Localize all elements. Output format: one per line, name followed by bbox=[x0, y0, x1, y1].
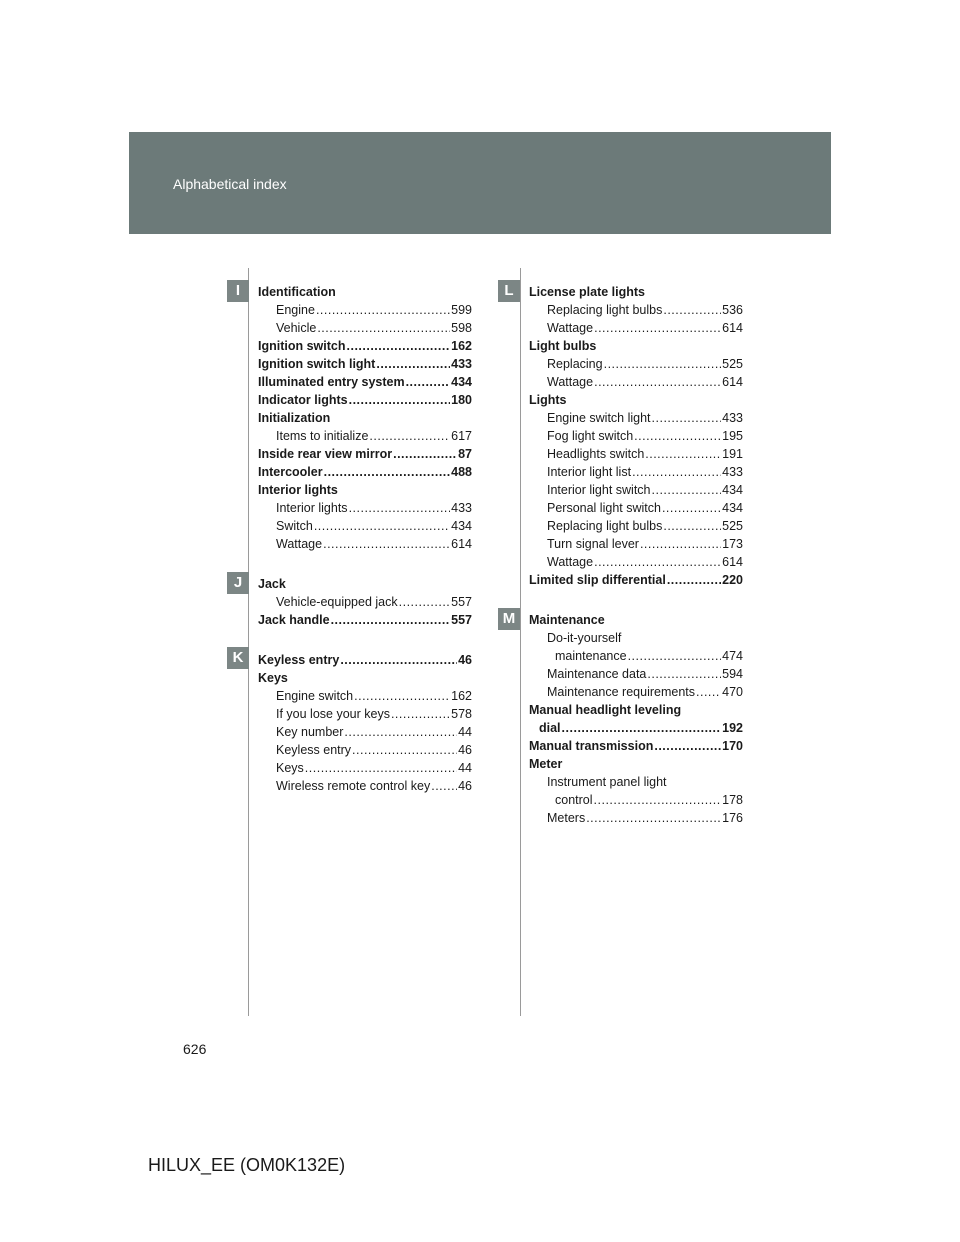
left-column-rule bbox=[248, 268, 249, 1016]
index-entry bbox=[258, 611, 472, 629]
dot-leader bbox=[647, 665, 721, 683]
index-entry-label: Vehicle bbox=[276, 321, 317, 335]
dot-leader bbox=[376, 355, 450, 373]
index-entry-page: 44 bbox=[458, 725, 472, 739]
index-entry bbox=[529, 319, 743, 337]
letter-badge-j: J bbox=[227, 572, 249, 594]
index-entry-page: 433 bbox=[451, 357, 472, 371]
index-entry-label: Switch bbox=[276, 519, 313, 533]
index-entry-page: 617 bbox=[451, 429, 472, 443]
dot-leader bbox=[645, 445, 721, 463]
dot-leader bbox=[652, 481, 722, 499]
dot-leader bbox=[634, 427, 721, 445]
dot-leader bbox=[347, 337, 451, 355]
index-entry-page: 178 bbox=[722, 793, 743, 807]
index-entry-label: Ignition switch bbox=[258, 339, 346, 353]
letter-badge-i: I bbox=[227, 280, 249, 302]
dot-leader bbox=[654, 737, 721, 755]
index-entry-page: 614 bbox=[722, 321, 743, 335]
index-section-l bbox=[529, 283, 743, 589]
index-entry-page: 614 bbox=[722, 555, 743, 569]
index-section-m bbox=[529, 611, 743, 827]
dot-leader bbox=[340, 651, 457, 669]
index-entry-page: 162 bbox=[451, 339, 472, 353]
index-entry-label: Wattage bbox=[547, 375, 594, 389]
index-entry-label: Jack handle bbox=[258, 613, 330, 627]
index-entry-label: Do-it-yourself bbox=[547, 631, 622, 645]
dot-leader bbox=[594, 319, 721, 337]
dot-leader bbox=[663, 301, 721, 319]
dot-leader bbox=[316, 301, 450, 319]
index-entry-page: 614 bbox=[451, 537, 472, 551]
dot-leader bbox=[431, 777, 457, 795]
index-entry bbox=[529, 773, 743, 791]
index-entry bbox=[258, 301, 472, 319]
index-entry-label: Keys bbox=[258, 671, 288, 685]
index-entry bbox=[258, 319, 472, 337]
index-entry-page: 557 bbox=[451, 595, 472, 609]
index-entry bbox=[258, 669, 472, 687]
dot-leader bbox=[349, 499, 451, 517]
index-entry bbox=[258, 741, 472, 759]
index-entry bbox=[529, 629, 743, 647]
index-entry bbox=[258, 687, 472, 705]
index-entry bbox=[258, 463, 472, 481]
letter-badge-k: K bbox=[227, 647, 249, 669]
index-entry bbox=[529, 665, 743, 683]
page-number: 626 bbox=[183, 1041, 207, 1057]
index-entry-label: Interior lights bbox=[258, 483, 338, 497]
index-entry bbox=[529, 683, 743, 701]
index-entry bbox=[258, 705, 472, 723]
dot-leader bbox=[349, 391, 451, 409]
index-entry-page: 598 bbox=[451, 321, 472, 335]
dot-leader bbox=[663, 517, 721, 535]
index-entry bbox=[258, 575, 472, 593]
index-entry bbox=[529, 571, 743, 589]
index-entry bbox=[529, 445, 743, 463]
dot-leader bbox=[594, 373, 721, 391]
index-entry-label: Maintenance requirements bbox=[547, 685, 695, 699]
index-entry-page: 46 bbox=[458, 779, 472, 793]
index-entry-label: Wattage bbox=[276, 537, 323, 551]
dot-leader bbox=[628, 647, 722, 665]
index-entry-label: Manual headlight leveling bbox=[529, 703, 682, 717]
index-entry-label: Meter bbox=[529, 757, 563, 771]
index-entry-label: Vehicle-equipped jack bbox=[276, 595, 398, 609]
index-entry bbox=[258, 499, 472, 517]
index-entry-page: 195 bbox=[722, 429, 743, 443]
index-entry-label: Illuminated entry system bbox=[258, 375, 405, 389]
index-entry-page: 578 bbox=[451, 707, 472, 721]
index-entry bbox=[258, 409, 472, 427]
index-entry-page: 525 bbox=[722, 519, 743, 533]
index-entry-page: 191 bbox=[722, 447, 743, 461]
index-entry bbox=[529, 481, 743, 499]
index-entry bbox=[529, 427, 743, 445]
index-entry bbox=[529, 517, 743, 535]
index-entry bbox=[529, 535, 743, 553]
index-entry bbox=[529, 553, 743, 571]
index-entry bbox=[529, 373, 743, 391]
header-title: Alphabetical index bbox=[173, 176, 287, 192]
index-entry-label: Limited slip differential bbox=[529, 573, 666, 587]
index-entry bbox=[529, 499, 743, 517]
index-section-j bbox=[258, 575, 472, 629]
dot-leader bbox=[640, 535, 721, 553]
index-entry-label: Replacing light bulbs bbox=[547, 519, 663, 533]
index-entry-page: 87 bbox=[458, 447, 472, 461]
index-entry bbox=[529, 647, 743, 665]
index-entry-page: 170 bbox=[722, 739, 743, 753]
index-entry-label: Indicator lights bbox=[258, 393, 348, 407]
dot-leader bbox=[696, 683, 721, 701]
index-entry-page: 433 bbox=[722, 411, 743, 425]
index-entry-label: If you lose your keys bbox=[276, 707, 390, 721]
index-entry-page: 488 bbox=[451, 465, 472, 479]
dot-leader bbox=[667, 571, 721, 589]
index-entry-label: Keyless entry bbox=[258, 653, 340, 667]
index-entry-page: 44 bbox=[458, 761, 472, 775]
index-entry-label: Maintenance bbox=[529, 613, 605, 627]
index-entry-page: 173 bbox=[722, 537, 743, 551]
index-entry-label: Meters bbox=[547, 811, 586, 825]
index-entry-label: control bbox=[555, 793, 593, 807]
dot-leader bbox=[352, 741, 457, 759]
index-entry-label: Headlights switch bbox=[547, 447, 645, 461]
index-entry-page: 557 bbox=[451, 613, 472, 627]
index-entry bbox=[258, 355, 472, 373]
index-entry bbox=[258, 445, 472, 463]
index-entry-label: Wattage bbox=[547, 555, 594, 569]
index-entry-label: Ignition switch light bbox=[258, 357, 376, 371]
index-entry-page: 434 bbox=[722, 501, 743, 515]
dot-leader bbox=[391, 705, 450, 723]
index-entry-page: 536 bbox=[722, 303, 743, 317]
dot-leader bbox=[314, 517, 450, 535]
index-section-i bbox=[258, 283, 472, 553]
index-entry bbox=[529, 611, 743, 629]
index-entry bbox=[529, 809, 743, 827]
dot-leader bbox=[324, 463, 451, 481]
index-entry-page: 525 bbox=[722, 357, 743, 371]
index-entry-label: Light bulbs bbox=[529, 339, 597, 353]
dot-leader bbox=[406, 373, 451, 391]
index-entry bbox=[258, 337, 472, 355]
index-entry-page: 46 bbox=[458, 743, 472, 757]
index-entry bbox=[529, 463, 743, 481]
dot-leader bbox=[562, 719, 722, 737]
index-entry-label: Wattage bbox=[547, 321, 594, 335]
index-entry-page: 433 bbox=[451, 501, 472, 515]
dot-leader bbox=[369, 427, 450, 445]
index-entry-page: 599 bbox=[451, 303, 472, 317]
index-entry-label: Personal light switch bbox=[547, 501, 661, 515]
index-entry-label: Items to initialize bbox=[276, 429, 369, 443]
index-entry-label: Turn signal lever bbox=[547, 537, 639, 551]
right-column-rule bbox=[520, 268, 521, 1016]
index-entry bbox=[258, 373, 472, 391]
index-entry-page: 434 bbox=[451, 375, 472, 389]
index-entry bbox=[529, 791, 743, 809]
dot-leader bbox=[305, 759, 457, 777]
index-entry bbox=[258, 777, 472, 795]
index-entry-page: 434 bbox=[451, 519, 472, 533]
index-entry-page: 192 bbox=[722, 721, 743, 735]
index-entry-label: Lights bbox=[529, 393, 567, 407]
index-entry-label: dial bbox=[539, 721, 561, 735]
index-entry-label: Key number bbox=[276, 725, 344, 739]
dot-leader bbox=[662, 499, 721, 517]
index-entry-page: 474 bbox=[722, 649, 743, 663]
dot-leader bbox=[317, 319, 450, 337]
dot-leader bbox=[393, 445, 457, 463]
index-entry-label: Identification bbox=[258, 285, 336, 299]
dot-leader bbox=[399, 593, 451, 611]
index-entry bbox=[258, 283, 472, 301]
dot-leader bbox=[586, 809, 721, 827]
document-footer: HILUX_EE (OM0K132E) bbox=[148, 1155, 346, 1175]
index-entry-page: 46 bbox=[458, 653, 472, 667]
index-entry-label: Keys bbox=[276, 761, 304, 775]
index-entry-label: Inside rear view mirror bbox=[258, 447, 393, 461]
index-entry bbox=[258, 593, 472, 611]
index-entry-label: Initialization bbox=[258, 411, 331, 425]
dot-leader bbox=[354, 687, 450, 705]
index-entry bbox=[529, 337, 743, 355]
index-entry bbox=[529, 719, 743, 737]
index-entry-page: 433 bbox=[722, 465, 743, 479]
index-entry bbox=[529, 283, 743, 301]
index-entry bbox=[529, 301, 743, 319]
index-entry-page: 220 bbox=[722, 573, 743, 587]
index-entry-page: 180 bbox=[451, 393, 472, 407]
index-entry bbox=[529, 755, 743, 773]
index-entry-label: Replacing light bulbs bbox=[547, 303, 663, 317]
index-entry bbox=[258, 391, 472, 409]
index-entry bbox=[529, 355, 743, 373]
dot-leader bbox=[652, 409, 722, 427]
letter-badge-l: L bbox=[498, 280, 520, 302]
index-section-k bbox=[258, 651, 472, 795]
index-entry bbox=[529, 701, 743, 719]
index-entry-page: 162 bbox=[451, 689, 472, 703]
index-entry-label: Instrument panel light bbox=[547, 775, 667, 789]
index-entry bbox=[258, 723, 472, 741]
index-entry-label: Intercooler bbox=[258, 465, 323, 479]
dot-leader bbox=[323, 535, 450, 553]
index-entry bbox=[258, 759, 472, 777]
index-entry-page: 470 bbox=[722, 685, 743, 699]
index-entry-label: License plate lights bbox=[529, 285, 646, 299]
index-entry bbox=[258, 517, 472, 535]
index-entry-label: Engine bbox=[276, 303, 315, 317]
index-entry-label: maintenance bbox=[555, 649, 627, 663]
index-entry-label: Interior light switch bbox=[547, 483, 651, 497]
index-entry-label: Jack bbox=[258, 577, 286, 591]
dot-leader bbox=[594, 553, 721, 571]
dot-leader bbox=[632, 463, 721, 481]
index-entry bbox=[258, 481, 472, 499]
index-entry-page: 614 bbox=[722, 375, 743, 389]
dot-leader bbox=[594, 791, 722, 809]
index-entry bbox=[529, 737, 743, 755]
index-entry-label: Engine switch bbox=[276, 689, 354, 703]
index-entry bbox=[258, 535, 472, 553]
index-entry-label: Maintenance data bbox=[547, 667, 647, 681]
index-entry bbox=[529, 391, 743, 409]
index-entry-label: Keyless entry bbox=[276, 743, 352, 757]
dot-leader bbox=[344, 723, 457, 741]
dot-leader bbox=[331, 611, 451, 629]
letter-badge-m: M bbox=[498, 608, 520, 630]
index-entry-label: Wireless remote control key bbox=[276, 779, 431, 793]
index-entry-label: Replacing bbox=[547, 357, 603, 371]
index-entry-label: Fog light switch bbox=[547, 429, 634, 443]
index-entry-page: 176 bbox=[722, 811, 743, 825]
index-entry bbox=[258, 651, 472, 669]
index-entry-page: 594 bbox=[722, 667, 743, 681]
index-entry-label: Manual transmission bbox=[529, 739, 654, 753]
index-entry bbox=[529, 409, 743, 427]
index-entry-label: Interior light list bbox=[547, 465, 632, 479]
index-entry-label: Interior lights bbox=[276, 501, 348, 515]
index-entry bbox=[258, 427, 472, 445]
index-entry-page: 434 bbox=[722, 483, 743, 497]
page-header bbox=[129, 132, 831, 234]
index-entry-label: Engine switch light bbox=[547, 411, 651, 425]
dot-leader bbox=[604, 355, 722, 373]
